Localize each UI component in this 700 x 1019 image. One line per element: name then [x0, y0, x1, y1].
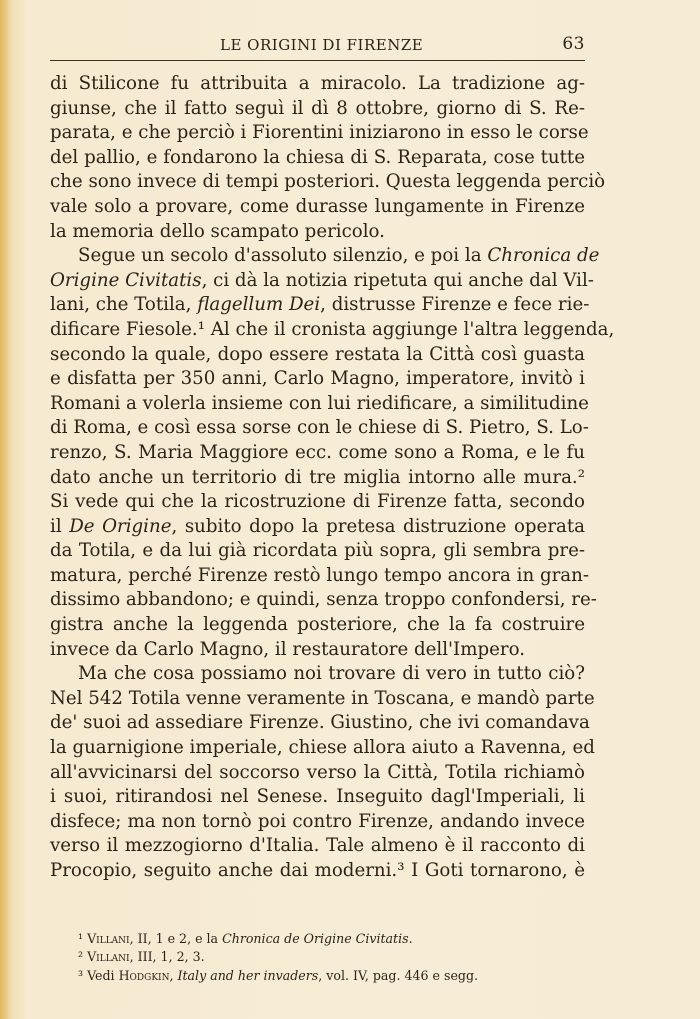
footnote-text: , III, 1, 2, 3. [129, 949, 205, 965]
text-line: Procopio, seguito anche dai moderni.³ I Goti tornarono, è [50, 860, 585, 881]
footnote-mark: ¹ [78, 931, 84, 946]
text-line: di Stilicone fu attribuita a miracolo. La tradizione ag- [50, 73, 585, 94]
text-line: da Totila, e da lui già ricordata più sopra, gli sembra pre- [50, 540, 585, 562]
text-line: Segue un secolo d'assoluto silenzio, e poi la Chronica de [78, 245, 600, 267]
footnote-author: Villani [87, 931, 130, 946]
text-line: invece da Carlo Magno, il restauratore dell'Impero. [50, 638, 525, 660]
running-header [50, 32, 585, 58]
text-line: vale solo a provare, come durasse lungamente in Firenze [50, 195, 585, 217]
text-line: giunse, che il fatto seguì il dì 8 ottobre, giorno di S. Re- [50, 97, 585, 119]
text-line: de' suoi ad assediare Firenze. Giustino, che ivi comandava [50, 712, 590, 734]
body-text [50, 72, 615, 884]
text-line: matura, perché Firenze restò lungo tempo ancora in gran- [50, 564, 589, 586]
text-line: all'avvicinarsi del soccorso verso la Città, Totila richiamò [50, 761, 585, 783]
footnote-author: Hodgkin [118, 967, 170, 983]
footnote-text: , II, 1 e 2, e la [129, 931, 223, 946]
text-line: Nel 542 Totila venne veramente in Toscana, e mandò parte [50, 687, 595, 709]
text-line: disfece; ma non tornò poi contro Firenze, andando invece [50, 810, 585, 832]
footnotes [78, 930, 598, 985]
text-line: il De Origine, subito dopo la pretesa distruzione operata [50, 515, 586, 537]
footnote-text: Vedi [87, 967, 119, 983]
text-line: che sono invece di tempi posteriori. Questa leggenda perciò [50, 171, 606, 193]
footnote-mark: ³ [78, 967, 84, 983]
text-line: Romani a volerla insieme con lui riedificare, a similitudine [50, 392, 589, 414]
footnote-mark: ² [78, 949, 84, 965]
text-line: verso il mezzogiorno d'Italia. Tale almeno è il racconto di [50, 835, 585, 857]
text-line: dato anche un territorio di tre miglia intorno alle mura.² [50, 466, 585, 488]
text-line: la memoria dello scampato pericolo. [50, 220, 385, 242]
footnote-italic: Chronica de Origine Civitatis [222, 931, 409, 946]
text-line: Ma che cosa possiamo noi trovare di vero in tutto ciò? [78, 663, 585, 685]
header-rule [50, 60, 585, 61]
footnote-author: Villani [87, 949, 130, 965]
footnote-2 [78, 948, 598, 966]
text-line: Origine Civitatis, ci dà la notizia ripetuta qui anche dal Vil- [50, 269, 594, 291]
text-line: del pallio, e fondarono la chiesa di S. Reparata, cose tutte [50, 146, 585, 168]
footnote-italic: Italy and her invaders [177, 967, 319, 983]
footnote-1 [78, 930, 598, 948]
text-line: i suoi, ritirandosi nel Senese. Inseguito dagl'Imperiali, li [50, 786, 585, 808]
footnote-tail: , vol. IV, pag. 446 e segg. [318, 967, 479, 983]
text-line: dificare Fiesole.¹ Al che il cronista aggiunge l'altra leggenda, [50, 318, 615, 340]
text-line: gistra anche la leggenda posteriore, che la fa costruire [50, 614, 585, 636]
running-title: LE ORIGINI DI FIRENZE [220, 36, 424, 54]
footnote-tail: . [408, 931, 413, 946]
footnote-3: ³ Vedi Hodgkin, Italy and her invaders, vol. IV, pag. 446 e segg. [78, 967, 479, 983]
text-line: di Roma, e così essa sorse con le chiese di S. Pietro, S. Lo- [50, 417, 589, 439]
text-line: dissimo abbandono; e quindi, senza troppo confondersi, re- [50, 589, 597, 611]
text-line: Si vede qui che la ricostruzione di Firenze fatta, secondo [50, 491, 585, 513]
text-line: lani, che Totila, flagellum Dei, distrusse Firenze e fece rie- [50, 294, 590, 316]
text-line: e disfatta per 350 anni, Carlo Magno, imperatore, invitò i [50, 368, 585, 390]
text-line: secondo la quale, dopo essere restata la Città così guasta [50, 343, 585, 365]
text-line: renzo, S. Maria Maggiore ecc. come sono a Roma, e le fu [50, 441, 585, 463]
text-line: parata, e che perciò i Fiorentini iniziarono in esso le corse [50, 122, 589, 144]
page-number: 63 [562, 34, 585, 54]
text-line: la guarnigione imperiale, chiese allora aiuto a Ravenna, ed [50, 737, 595, 759]
